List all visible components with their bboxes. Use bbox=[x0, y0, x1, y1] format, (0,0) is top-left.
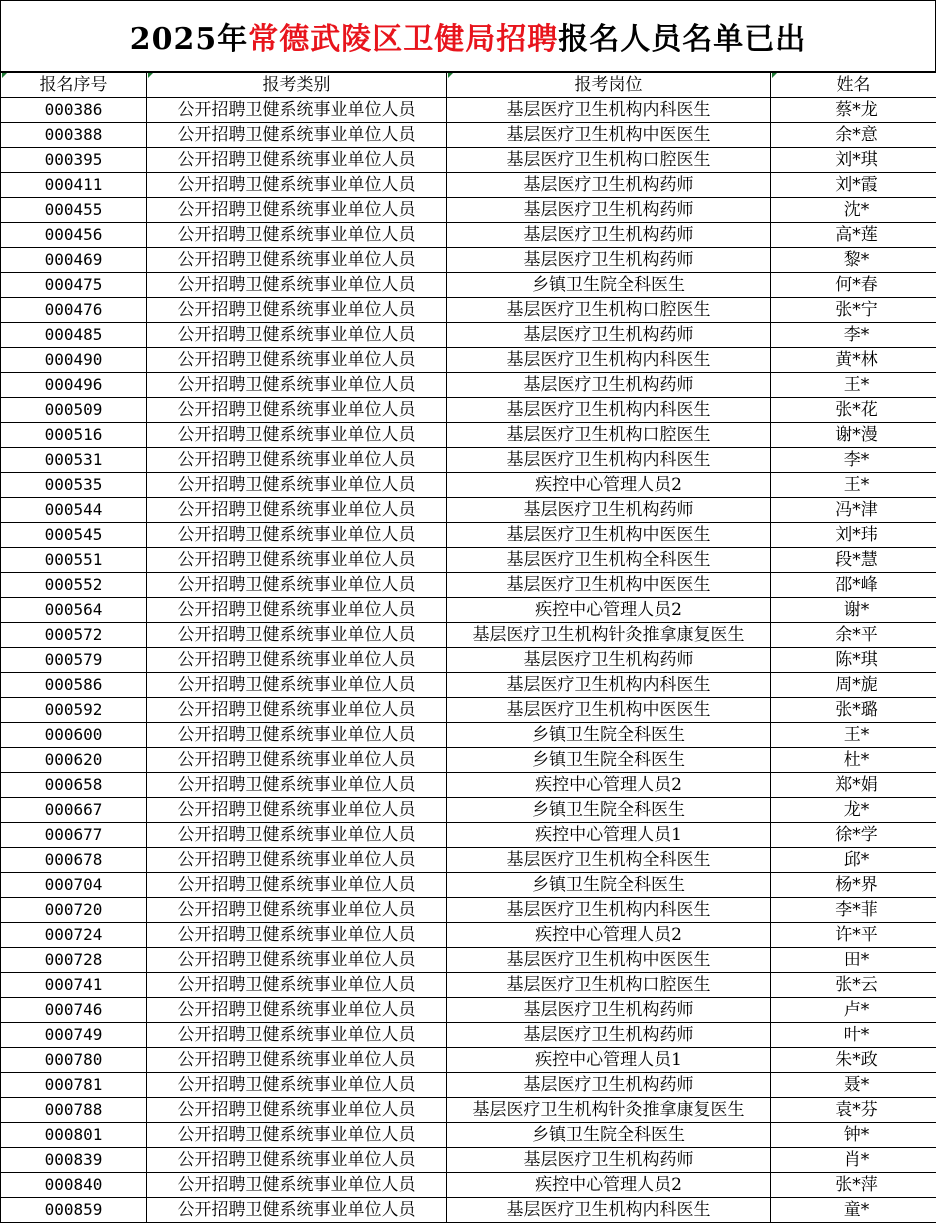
name-cell[interactable]: 邱* bbox=[771, 848, 936, 873]
position-cell[interactable]: 基层医疗卫生机构内科医生 bbox=[447, 398, 771, 423]
position-cell[interactable]: 疾控中心管理人员2 bbox=[447, 773, 771, 798]
table-row bbox=[1, 723, 936, 748]
header-position[interactable]: 报考岗位 bbox=[447, 73, 771, 98]
name-cell[interactable]: 邵*峰 bbox=[771, 573, 936, 598]
serial-cell[interactable]: 000579 bbox=[1, 648, 147, 673]
serial-cell[interactable]: 000859 bbox=[1, 1198, 147, 1223]
name-cell[interactable]: 袁*芬 bbox=[771, 1098, 936, 1123]
category-cell[interactable]: 公开招聘卫健系统事业单位人员 bbox=[147, 1048, 447, 1073]
table-row bbox=[1, 1123, 936, 1148]
name-cell[interactable]: 何*春 bbox=[771, 273, 936, 298]
table-row bbox=[1, 1148, 936, 1173]
position-cell[interactable]: 疾控中心管理人员1 bbox=[447, 823, 771, 848]
position-cell[interactable]: 基层医疗卫生机构药师 bbox=[447, 1148, 771, 1173]
category-cell[interactable]: 公开招聘卫健系统事业单位人员 bbox=[147, 123, 447, 148]
table-row bbox=[1, 773, 936, 798]
name-cell[interactable]: 张*云 bbox=[771, 973, 936, 998]
table-row bbox=[1, 548, 936, 573]
position-cell[interactable]: 基层医疗卫生机构中医医生 bbox=[447, 123, 771, 148]
name-cell[interactable]: 余*意 bbox=[771, 123, 936, 148]
category-cell[interactable]: 公开招聘卫健系统事业单位人员 bbox=[147, 498, 447, 523]
position-cell[interactable]: 基层医疗卫生机构药师 bbox=[447, 1023, 771, 1048]
table-row bbox=[1, 173, 936, 198]
serial-cell[interactable]: 000801 bbox=[1, 1123, 147, 1148]
serial-cell[interactable]: 000586 bbox=[1, 673, 147, 698]
serial-cell[interactable]: 000551 bbox=[1, 548, 147, 573]
table-row bbox=[1, 223, 936, 248]
name-cell[interactable]: 卢* bbox=[771, 998, 936, 1023]
table-row bbox=[1, 198, 936, 223]
name-cell[interactable]: 王* bbox=[771, 723, 936, 748]
table-row bbox=[1, 848, 936, 873]
serial-cell[interactable]: 000749 bbox=[1, 1023, 147, 1048]
category-cell[interactable]: 公开招聘卫健系统事业单位人员 bbox=[147, 548, 447, 573]
category-cell[interactable]: 公开招聘卫健系统事业单位人员 bbox=[147, 748, 447, 773]
position-cell[interactable]: 基层医疗卫生机构药师 bbox=[447, 648, 771, 673]
position-cell[interactable]: 基层医疗卫生机构药师 bbox=[447, 373, 771, 398]
title-prefix: 2025年 bbox=[129, 22, 249, 57]
position-cell[interactable]: 基层医疗卫生机构内科医生 bbox=[447, 98, 771, 123]
name-cell[interactable]: 王* bbox=[771, 473, 936, 498]
name-cell[interactable]: 聂* bbox=[771, 1073, 936, 1098]
serial-cell[interactable]: 000411 bbox=[1, 173, 147, 198]
name-cell[interactable]: 刘*玮 bbox=[771, 523, 936, 548]
category-cell[interactable]: 公开招聘卫健系统事业单位人员 bbox=[147, 1148, 447, 1173]
position-cell[interactable]: 基层医疗卫生机构针灸推拿康复医生 bbox=[447, 623, 771, 648]
table-row bbox=[1, 923, 936, 948]
position-cell[interactable]: 基层医疗卫生机构口腔医生 bbox=[447, 148, 771, 173]
name-cell[interactable]: 徐*学 bbox=[771, 823, 936, 848]
name-cell[interactable]: 叶* bbox=[771, 1023, 936, 1048]
serial-cell[interactable]: 000840 bbox=[1, 1173, 147, 1198]
serial-cell[interactable]: 000620 bbox=[1, 748, 147, 773]
table-row bbox=[1, 573, 936, 598]
serial-cell[interactable]: 000544 bbox=[1, 498, 147, 523]
position-cell[interactable]: 基层医疗卫生机构针灸推拿康复医生 bbox=[447, 1098, 771, 1123]
category-cell[interactable]: 公开招聘卫健系统事业单位人员 bbox=[147, 373, 447, 398]
table-row bbox=[1, 123, 936, 148]
table-row bbox=[1, 1098, 936, 1123]
table-row bbox=[1, 1173, 936, 1198]
position-cell[interactable]: 基层医疗卫生机构药师 bbox=[447, 223, 771, 248]
applicant-table bbox=[0, 72, 936, 1223]
serial-cell[interactable]: 000839 bbox=[1, 1148, 147, 1173]
name-cell[interactable]: 段*慧 bbox=[771, 548, 936, 573]
name-cell[interactable]: 李*菲 bbox=[771, 898, 936, 923]
header-name[interactable]: 姓名 bbox=[771, 73, 936, 98]
position-cell[interactable]: 基层医疗卫生机构内科医生 bbox=[447, 448, 771, 473]
position-cell[interactable]: 基层医疗卫生机构药师 bbox=[447, 998, 771, 1023]
serial-cell[interactable]: 000496 bbox=[1, 373, 147, 398]
name-cell[interactable]: 李* bbox=[771, 323, 936, 348]
position-cell[interactable]: 基层医疗卫生机构内科医生 bbox=[447, 673, 771, 698]
position-cell[interactable]: 乡镇卫生院全科医生 bbox=[447, 273, 771, 298]
table-row bbox=[1, 698, 936, 723]
name-cell[interactable]: 张*璐 bbox=[771, 698, 936, 723]
name-cell[interactable]: 高*莲 bbox=[771, 223, 936, 248]
table-row bbox=[1, 598, 936, 623]
position-cell[interactable]: 基层医疗卫生机构口腔医生 bbox=[447, 973, 771, 998]
name-cell[interactable]: 蔡*龙 bbox=[771, 98, 936, 123]
table-row bbox=[1, 648, 936, 673]
category-cell[interactable]: 公开招聘卫健系统事业单位人员 bbox=[147, 223, 447, 248]
category-cell[interactable]: 公开招聘卫健系统事业单位人员 bbox=[147, 648, 447, 673]
serial-cell[interactable]: 000469 bbox=[1, 248, 147, 273]
category-cell[interactable]: 公开招聘卫健系统事业单位人员 bbox=[147, 448, 447, 473]
table-row bbox=[1, 948, 936, 973]
table-row bbox=[1, 423, 936, 448]
category-cell[interactable]: 公开招聘卫健系统事业单位人员 bbox=[147, 598, 447, 623]
table-row bbox=[1, 473, 936, 498]
position-cell[interactable]: 基层医疗卫生机构口腔医生 bbox=[447, 423, 771, 448]
category-cell[interactable]: 公开招聘卫健系统事业单位人员 bbox=[147, 948, 447, 973]
serial-cell[interactable]: 000564 bbox=[1, 598, 147, 623]
category-cell[interactable]: 公开招聘卫健系统事业单位人员 bbox=[147, 1198, 447, 1223]
position-cell[interactable]: 疾控中心管理人员2 bbox=[447, 598, 771, 623]
name-cell[interactable]: 谢*漫 bbox=[771, 423, 936, 448]
position-cell[interactable]: 基层医疗卫生机构中医医生 bbox=[447, 698, 771, 723]
name-cell[interactable]: 黄*林 bbox=[771, 348, 936, 373]
serial-cell[interactable]: 000724 bbox=[1, 923, 147, 948]
table-row bbox=[1, 1073, 936, 1098]
category-cell[interactable]: 公开招聘卫健系统事业单位人员 bbox=[147, 523, 447, 548]
name-cell[interactable]: 杨*界 bbox=[771, 873, 936, 898]
table-row bbox=[1, 448, 936, 473]
name-cell[interactable]: 冯*津 bbox=[771, 498, 936, 523]
serial-cell[interactable]: 000788 bbox=[1, 1098, 147, 1123]
serial-cell[interactable]: 000545 bbox=[1, 523, 147, 548]
position-cell[interactable]: 乡镇卫生院全科医生 bbox=[447, 1123, 771, 1148]
name-cell[interactable]: 张*宁 bbox=[771, 298, 936, 323]
serial-cell[interactable]: 000490 bbox=[1, 348, 147, 373]
category-cell[interactable]: 公开招聘卫健系统事业单位人员 bbox=[147, 848, 447, 873]
serial-cell[interactable]: 000667 bbox=[1, 798, 147, 823]
serial-cell[interactable]: 000485 bbox=[1, 323, 147, 348]
category-cell[interactable]: 公开招聘卫健系统事业单位人员 bbox=[147, 148, 447, 173]
cell-marker-icon bbox=[2, 73, 7, 78]
serial-cell[interactable]: 000600 bbox=[1, 723, 147, 748]
serial-cell[interactable]: 000720 bbox=[1, 898, 147, 923]
name-cell[interactable]: 张*花 bbox=[771, 398, 936, 423]
position-cell[interactable]: 基层医疗卫生机构药师 bbox=[447, 323, 771, 348]
table-row bbox=[1, 148, 936, 173]
position-cell[interactable]: 基层医疗卫生机构药师 bbox=[447, 498, 771, 523]
position-cell[interactable]: 基层医疗卫生机构全科医生 bbox=[447, 848, 771, 873]
name-cell[interactable]: 田* bbox=[771, 948, 936, 973]
serial-cell[interactable]: 000552 bbox=[1, 573, 147, 598]
category-cell[interactable]: 公开招聘卫健系统事业单位人员 bbox=[147, 723, 447, 748]
header-serial[interactable]: 报名序号 bbox=[1, 73, 147, 98]
name-cell[interactable]: 许*平 bbox=[771, 923, 936, 948]
table-row bbox=[1, 298, 936, 323]
position-cell[interactable]: 基层医疗卫生机构全科医生 bbox=[447, 548, 771, 573]
serial-cell[interactable]: 000456 bbox=[1, 223, 147, 248]
name-cell[interactable]: 王* bbox=[771, 373, 936, 398]
table-row bbox=[1, 323, 936, 348]
table-row bbox=[1, 1023, 936, 1048]
header-category[interactable]: 报考类别 bbox=[147, 73, 447, 98]
title-highlight: 常德武陵区卫健局招聘 bbox=[248, 22, 559, 57]
category-cell[interactable]: 公开招聘卫健系统事业单位人员 bbox=[147, 823, 447, 848]
category-cell[interactable]: 公开招聘卫健系统事业单位人员 bbox=[147, 573, 447, 598]
serial-cell[interactable]: 000386 bbox=[1, 98, 147, 123]
serial-cell[interactable]: 000395 bbox=[1, 148, 147, 173]
category-cell[interactable]: 公开招聘卫健系统事业单位人员 bbox=[147, 798, 447, 823]
table-row bbox=[1, 1048, 936, 1073]
serial-cell[interactable]: 000741 bbox=[1, 973, 147, 998]
table-row bbox=[1, 373, 936, 398]
name-cell[interactable]: 谢* bbox=[771, 598, 936, 623]
serial-cell[interactable]: 000572 bbox=[1, 623, 147, 648]
category-cell[interactable]: 公开招聘卫健系统事业单位人员 bbox=[147, 873, 447, 898]
table-row bbox=[1, 748, 936, 773]
name-cell[interactable]: 李* bbox=[771, 448, 936, 473]
position-cell[interactable]: 基层医疗卫生机构中医医生 bbox=[447, 573, 771, 598]
serial-cell[interactable]: 000516 bbox=[1, 423, 147, 448]
name-cell[interactable]: 朱*政 bbox=[771, 1048, 936, 1073]
table-row bbox=[1, 898, 936, 923]
position-cell[interactable]: 基层医疗卫生机构内科医生 bbox=[447, 1198, 771, 1223]
serial-cell[interactable]: 000704 bbox=[1, 873, 147, 898]
table-row bbox=[1, 1198, 936, 1223]
category-cell[interactable]: 公开招聘卫健系统事业单位人员 bbox=[147, 1023, 447, 1048]
position-cell[interactable]: 疾控中心管理人员2 bbox=[447, 923, 771, 948]
position-cell[interactable]: 基层医疗卫生机构药师 bbox=[447, 248, 771, 273]
position-cell[interactable]: 基层医疗卫生机构内科医生 bbox=[447, 348, 771, 373]
name-cell[interactable]: 黎* bbox=[771, 248, 936, 273]
category-cell[interactable]: 公开招聘卫健系统事业单位人员 bbox=[147, 173, 447, 198]
table-row bbox=[1, 523, 936, 548]
position-cell[interactable]: 基层医疗卫生机构药师 bbox=[447, 173, 771, 198]
category-cell[interactable]: 公开招聘卫健系统事业单位人员 bbox=[147, 1073, 447, 1098]
serial-cell[interactable]: 000388 bbox=[1, 123, 147, 148]
category-cell[interactable]: 公开招聘卫健系统事业单位人员 bbox=[147, 1123, 447, 1148]
name-cell[interactable]: 杜* bbox=[771, 748, 936, 773]
page-title bbox=[0, 0, 936, 72]
table-row bbox=[1, 823, 936, 848]
serial-cell[interactable]: 000678 bbox=[1, 848, 147, 873]
category-cell[interactable]: 公开招聘卫健系统事业单位人员 bbox=[147, 323, 447, 348]
name-cell[interactable]: 陈*琪 bbox=[771, 648, 936, 673]
serial-cell[interactable]: 000509 bbox=[1, 398, 147, 423]
table-row bbox=[1, 398, 936, 423]
category-cell[interactable]: 公开招聘卫健系统事业单位人员 bbox=[147, 923, 447, 948]
category-cell[interactable]: 公开招聘卫健系统事业单位人员 bbox=[147, 198, 447, 223]
serial-cell[interactable]: 000658 bbox=[1, 773, 147, 798]
position-cell[interactable]: 疾控中心管理人员1 bbox=[447, 1048, 771, 1073]
name-cell[interactable]: 余*平 bbox=[771, 623, 936, 648]
category-cell[interactable]: 公开招聘卫健系统事业单位人员 bbox=[147, 473, 447, 498]
cell-marker-icon bbox=[148, 73, 153, 78]
position-cell[interactable]: 乡镇卫生院全科医生 bbox=[447, 723, 771, 748]
category-cell[interactable]: 公开招聘卫健系统事业单位人员 bbox=[147, 898, 447, 923]
table-row bbox=[1, 623, 936, 648]
serial-cell[interactable]: 000781 bbox=[1, 1073, 147, 1098]
position-cell[interactable]: 基层医疗卫生机构中医医生 bbox=[447, 948, 771, 973]
position-cell[interactable]: 基层医疗卫生机构中医医生 bbox=[447, 523, 771, 548]
position-cell[interactable]: 乡镇卫生院全科医生 bbox=[447, 798, 771, 823]
name-cell[interactable]: 童* bbox=[771, 1198, 936, 1223]
category-cell[interactable]: 公开招聘卫健系统事业单位人员 bbox=[147, 623, 447, 648]
serial-cell[interactable]: 000780 bbox=[1, 1048, 147, 1073]
serial-cell[interactable]: 000455 bbox=[1, 198, 147, 223]
category-cell[interactable]: 公开招聘卫健系统事业单位人员 bbox=[147, 998, 447, 1023]
position-cell[interactable]: 乡镇卫生院全科医生 bbox=[447, 748, 771, 773]
position-cell[interactable]: 基层医疗卫生机构药师 bbox=[447, 1073, 771, 1098]
category-cell[interactable]: 公开招聘卫健系统事业单位人员 bbox=[147, 248, 447, 273]
serial-cell[interactable]: 000592 bbox=[1, 698, 147, 723]
serial-cell[interactable]: 000728 bbox=[1, 948, 147, 973]
serial-cell[interactable]: 000746 bbox=[1, 998, 147, 1023]
category-cell[interactable]: 公开招聘卫健系统事业单位人员 bbox=[147, 673, 447, 698]
table-row bbox=[1, 798, 936, 823]
position-cell[interactable]: 疾控中心管理人员2 bbox=[447, 473, 771, 498]
category-cell[interactable]: 公开招聘卫健系统事业单位人员 bbox=[147, 1173, 447, 1198]
category-cell[interactable]: 公开招聘卫健系统事业单位人员 bbox=[147, 773, 447, 798]
table-row bbox=[1, 998, 936, 1023]
title-suffix: 报名人员名单已出 bbox=[558, 22, 807, 57]
category-cell[interactable]: 公开招聘卫健系统事业单位人员 bbox=[147, 423, 447, 448]
table-row bbox=[1, 873, 936, 898]
header-row bbox=[1, 73, 936, 98]
serial-cell[interactable]: 000531 bbox=[1, 448, 147, 473]
category-cell[interactable]: 公开招聘卫健系统事业单位人员 bbox=[147, 348, 447, 373]
table-row bbox=[1, 98, 936, 123]
position-cell[interactable]: 基层医疗卫生机构内科医生 bbox=[447, 898, 771, 923]
name-cell[interactable]: 刘*琪 bbox=[771, 148, 936, 173]
name-cell[interactable]: 龙* bbox=[771, 798, 936, 823]
category-cell[interactable]: 公开招聘卫健系统事业单位人员 bbox=[147, 698, 447, 723]
table-row bbox=[1, 498, 936, 523]
serial-cell[interactable]: 000476 bbox=[1, 298, 147, 323]
cell-marker-icon bbox=[448, 73, 453, 78]
table-row bbox=[1, 273, 936, 298]
category-cell[interactable]: 公开招聘卫健系统事业单位人员 bbox=[147, 1098, 447, 1123]
category-cell[interactable]: 公开招聘卫健系统事业单位人员 bbox=[147, 273, 447, 298]
table-row bbox=[1, 348, 936, 373]
position-cell[interactable]: 基层医疗卫生机构药师 bbox=[447, 198, 771, 223]
serial-cell[interactable]: 000475 bbox=[1, 273, 147, 298]
name-cell[interactable]: 刘*霞 bbox=[771, 173, 936, 198]
category-cell[interactable]: 公开招聘卫健系统事业单位人员 bbox=[147, 398, 447, 423]
table-row bbox=[1, 673, 936, 698]
category-cell[interactable]: 公开招聘卫健系统事业单位人员 bbox=[147, 298, 447, 323]
cell-marker-icon bbox=[772, 73, 777, 78]
name-cell[interactable]: 肖* bbox=[771, 1148, 936, 1173]
name-cell[interactable]: 周*旎 bbox=[771, 673, 936, 698]
position-cell[interactable]: 乡镇卫生院全科医生 bbox=[447, 873, 771, 898]
table-row bbox=[1, 248, 936, 273]
name-cell[interactable]: 郑*娟 bbox=[771, 773, 936, 798]
table-row bbox=[1, 973, 936, 998]
name-cell[interactable]: 张*萍 bbox=[771, 1173, 936, 1198]
name-cell[interactable]: 沈* bbox=[771, 198, 936, 223]
position-cell[interactable]: 疾控中心管理人员2 bbox=[447, 1173, 771, 1198]
category-cell[interactable]: 公开招聘卫健系统事业单位人员 bbox=[147, 973, 447, 998]
name-cell[interactable]: 钟* bbox=[771, 1123, 936, 1148]
serial-cell[interactable]: 000677 bbox=[1, 823, 147, 848]
category-cell[interactable]: 公开招聘卫健系统事业单位人员 bbox=[147, 98, 447, 123]
position-cell[interactable]: 基层医疗卫生机构口腔医生 bbox=[447, 298, 771, 323]
serial-cell[interactable]: 000535 bbox=[1, 473, 147, 498]
